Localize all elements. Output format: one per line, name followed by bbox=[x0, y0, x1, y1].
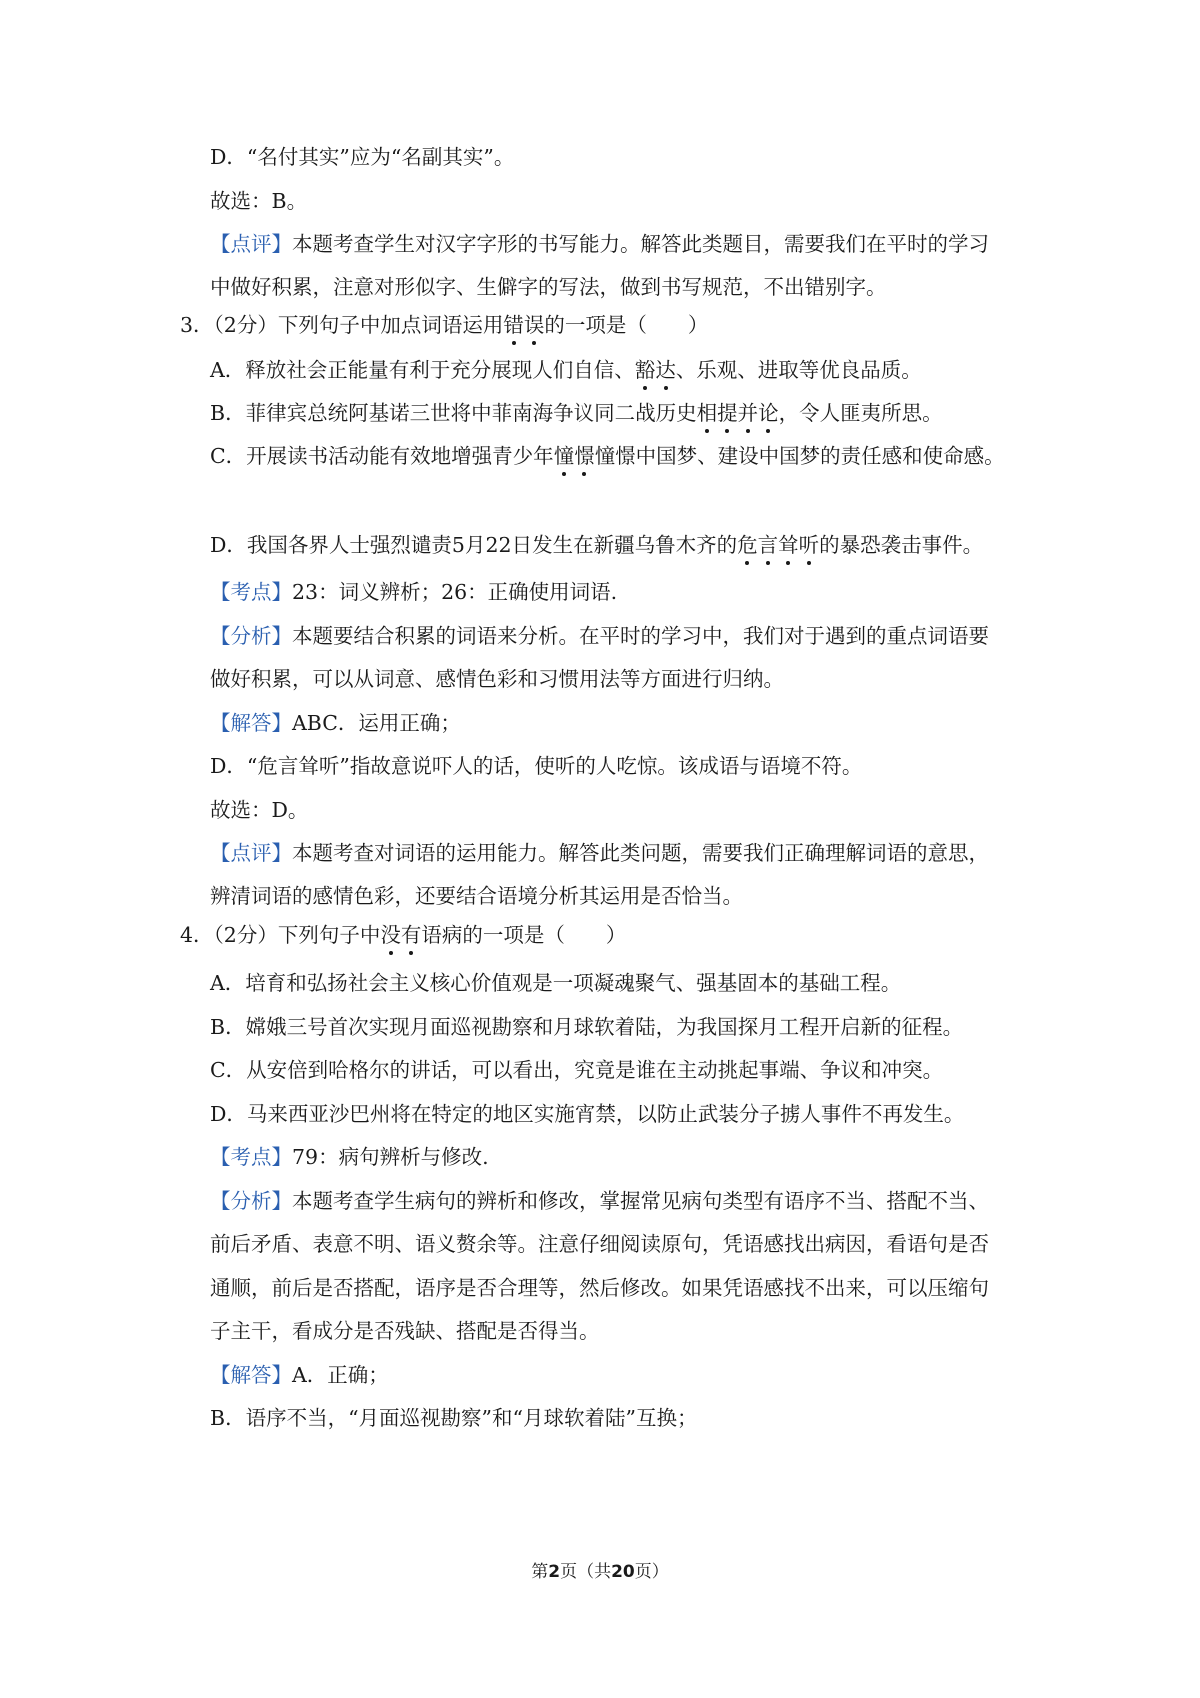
text-segment: 子主干，看成分是否残缺、搭配是否得当。 bbox=[210, 1319, 600, 1343]
option-c bbox=[210, 441, 1005, 471]
text-line bbox=[210, 881, 743, 911]
text-line bbox=[210, 186, 307, 216]
emphasis-dot: 提 bbox=[717, 401, 738, 425]
text-segment: 故选：D。 bbox=[210, 798, 309, 822]
text-segment: 页（共 bbox=[560, 1562, 612, 1582]
text-segment: 做好积累，可以从词意、感情色彩和习惯用法等方面进行归纳。 bbox=[210, 667, 784, 691]
page-footer bbox=[0, 1560, 1200, 1584]
text-line bbox=[210, 1316, 600, 1346]
text-segment: D．我国各界人士强烈谴责5月22日发生在新疆乌鲁木齐的 bbox=[210, 533, 738, 557]
section-tag: 【解答】 bbox=[210, 1363, 292, 1387]
emphasis-dot: 憧 bbox=[553, 444, 575, 468]
text-line bbox=[210, 1273, 989, 1303]
emphasis-dot: 没 bbox=[380, 923, 401, 947]
text-segment: 3．（2分）下列句子中加点词语运用 bbox=[180, 313, 504, 337]
text-segment: 79：病句辨析与修改. bbox=[292, 1145, 489, 1169]
emphasis-dot: 论 bbox=[758, 401, 779, 425]
comment-line bbox=[210, 229, 989, 259]
emphasis-dot: 憬 bbox=[574, 444, 595, 468]
text-segment: 故选：B。 bbox=[210, 189, 308, 213]
text-segment: 第 bbox=[531, 1562, 549, 1582]
option-a bbox=[210, 968, 901, 998]
text-segment: A．正确； bbox=[292, 1363, 389, 1387]
section-tag: 【点评】 bbox=[210, 841, 292, 865]
emphasis-dot: 耸 bbox=[778, 533, 799, 557]
text-segment: A．培育和弘扬社会主义核心价值观是一项凝魂聚气、强基固本的基础工程。 bbox=[210, 971, 902, 995]
total-pages: 20 bbox=[611, 1562, 635, 1582]
text-segment: D．“名付其实”应为“名副其实”。 bbox=[210, 145, 515, 169]
text-segment: 本题考查学生病句的辨析和修改，掌握常见病句类型有语序不当、搭配不当、 bbox=[292, 1189, 989, 1213]
text-segment: 4．（2分）下列句子中 bbox=[180, 923, 381, 947]
question-3-title bbox=[180, 310, 708, 340]
text-segment: 语病的一项是（ ） bbox=[421, 923, 627, 947]
section-tag: 【点评】 bbox=[210, 232, 292, 256]
text-segment: B．菲律宾总统阿基诺三世将中菲南海争议同二战历史 bbox=[210, 401, 697, 425]
text-segment: 辨清词语的感情色彩，还要结合语境分析其运用是否恰当。 bbox=[210, 884, 743, 908]
emphasis-dot: 达 bbox=[655, 358, 676, 382]
text-segment: 23：词义辨析；26：正确使用词语. bbox=[292, 580, 618, 604]
text-line bbox=[210, 795, 308, 825]
emphasis-dot: 错 bbox=[503, 313, 524, 337]
jieda-line bbox=[210, 1360, 389, 1390]
text-segment: D．马来西亚沙巴州将在特定的地区实施宵禁，以防止武装分子掳人事件不再发生。 bbox=[210, 1102, 965, 1126]
emphasis-dot: 危 bbox=[737, 533, 758, 557]
text-segment: 本题要结合积累的词语来分析。在平时的学习中，我们对于遇到的重点词语要 bbox=[292, 624, 989, 648]
option-d bbox=[210, 1099, 964, 1129]
text-segment: ABC．运用正确； bbox=[292, 711, 461, 735]
emphasis-dot: 言 bbox=[757, 533, 779, 557]
section-tag: 【分析】 bbox=[210, 624, 292, 648]
text-segment: 页） bbox=[634, 1562, 669, 1582]
text-segment: B．嫦娥三号首次实现月面巡视勘察和月球软着陆，为我国探月工程开启新的征程。 bbox=[210, 1015, 964, 1039]
page-number: 2 bbox=[548, 1562, 561, 1582]
text-segment: 本题考查学生对汉字字形的书写能力。解答此类题目，需要我们在平时的学习 bbox=[292, 232, 989, 256]
text-segment: 通顺，前后是否搭配，语序是否合理等，然后修改。如果凭语感找不出来，可以压缩句 bbox=[210, 1276, 989, 1300]
section-tag: 【分析】 bbox=[210, 1189, 292, 1213]
text-segment: 憧憬中国梦、建设中国梦的责任感和使命感。 bbox=[594, 444, 1005, 468]
emphasis-dot: 听 bbox=[798, 533, 820, 557]
text-segment: 本题考查对词语的运用能力。解答此类问题，需要我们正确理解词语的意思， bbox=[292, 841, 989, 865]
kaodian-line bbox=[210, 577, 617, 607]
text-segment: 前后矛盾、表意不明、语义赘余等。注意仔细阅读原句，凭语感找出病因，看语句是否 bbox=[210, 1232, 989, 1256]
option-d bbox=[210, 530, 983, 560]
option-b bbox=[210, 1012, 963, 1042]
fenxi-line bbox=[210, 1186, 989, 1216]
option-c bbox=[210, 1055, 943, 1085]
emphasis-dot: 相 bbox=[696, 401, 718, 425]
option-b bbox=[210, 398, 943, 428]
option-a bbox=[210, 355, 922, 385]
text-segment: C．从安倍到哈格尔的讲话，可以看出，究竟是谁在主动挑起事端、争议和冲突。 bbox=[210, 1058, 944, 1082]
emphasis-dot: 误 bbox=[523, 313, 545, 337]
text-segment: A．释放社会正能量有利于充分展现人们自信、 bbox=[210, 358, 635, 382]
text-segment: D．“危言耸听”指故意说吓人的话，使听的人吃惊。该成语与语境不符。 bbox=[210, 754, 863, 778]
emphasis-dot: 有 bbox=[400, 923, 422, 947]
text-line bbox=[210, 751, 862, 781]
text-segment: 中做好积累，注意对形似字、生僻字的写法，做到书写规范，不出错别字。 bbox=[210, 275, 887, 299]
text-segment: ，令人匪夷所思。 bbox=[778, 401, 943, 425]
jieda-line bbox=[210, 708, 461, 738]
text-segment: 的暴恐袭击事件。 bbox=[819, 533, 984, 557]
text-segment: B．语序不当，“月面巡视勘察”和“月球软着陆”互换； bbox=[210, 1406, 698, 1430]
fenxi-line bbox=[210, 621, 989, 651]
text-line bbox=[210, 664, 784, 694]
text-segment: 的一项是（ ） bbox=[544, 313, 709, 337]
emphasis-dot: 豁 bbox=[634, 358, 656, 382]
section-tag: 【考点】 bbox=[210, 1145, 292, 1169]
section-tag: 【考点】 bbox=[210, 580, 292, 604]
question-4-title bbox=[180, 920, 626, 950]
emphasis-dot: 并 bbox=[737, 401, 759, 425]
section-tag: 【解答】 bbox=[210, 711, 292, 735]
comment-line bbox=[210, 838, 989, 868]
text-line bbox=[210, 272, 887, 302]
text-segment: C．开展读书活动能有效地增强青少年 bbox=[210, 444, 554, 468]
text-line bbox=[210, 1403, 697, 1433]
text-segment: 、乐观、进取等优良品质。 bbox=[675, 358, 922, 382]
text-line bbox=[210, 1229, 989, 1259]
text-line bbox=[210, 142, 514, 172]
kaodian-line bbox=[210, 1142, 489, 1172]
